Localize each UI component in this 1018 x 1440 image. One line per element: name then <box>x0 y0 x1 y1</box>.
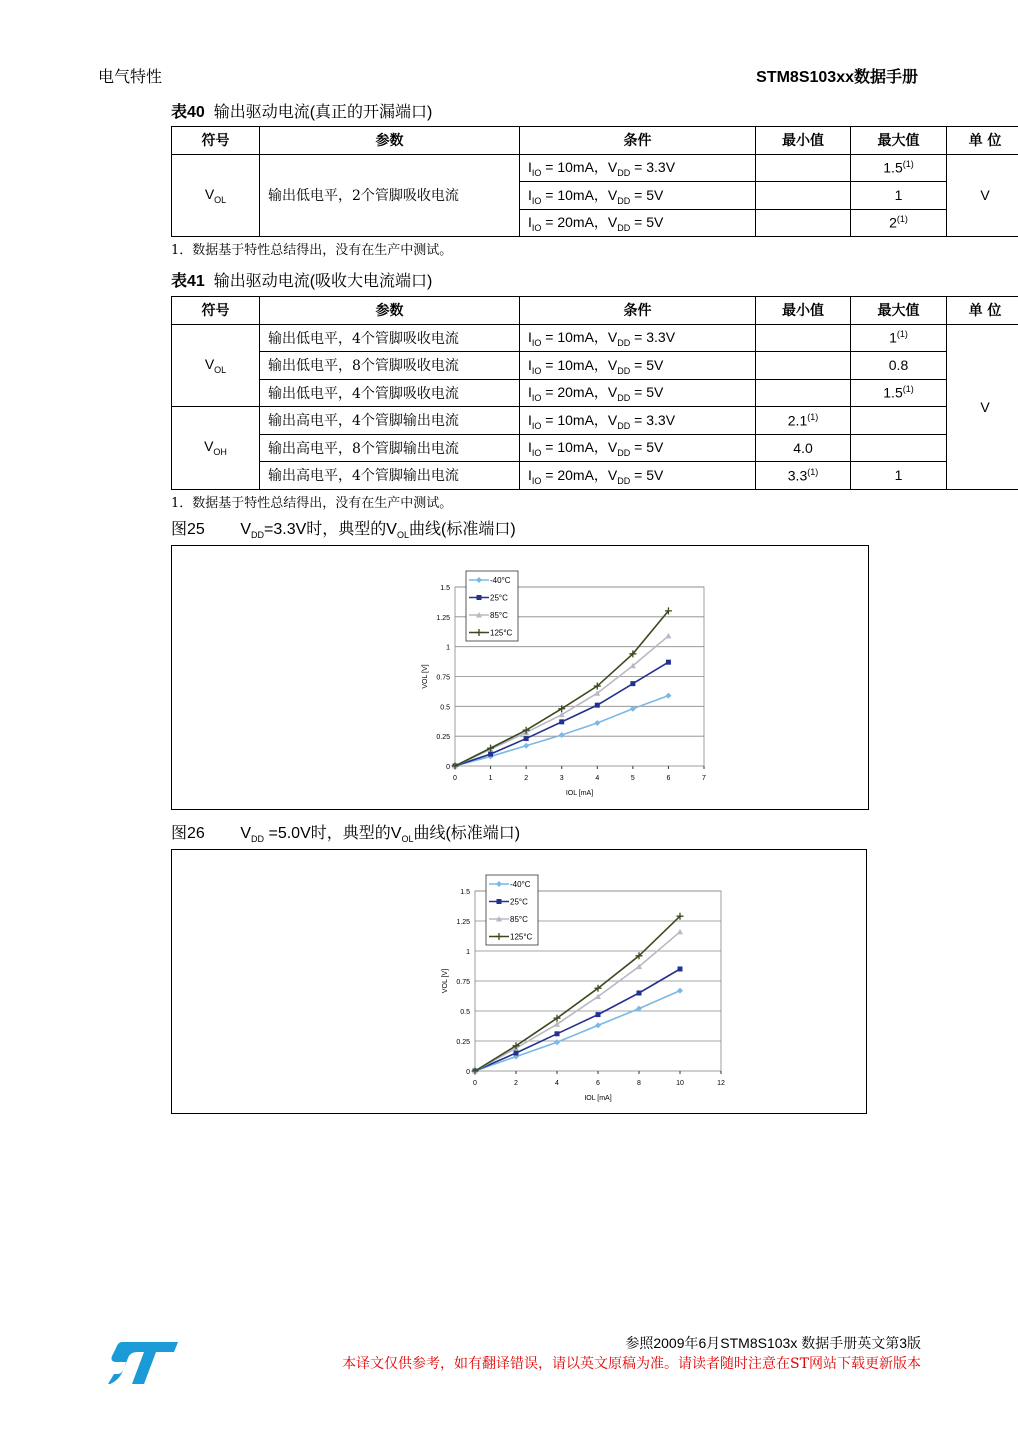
legend-label: 125°C <box>490 628 513 638</box>
x-tick-label: 5 <box>630 775 635 782</box>
x-tick-label: 6 <box>596 1080 600 1087</box>
figure26-caption: 图26 $V_{DD} =5.0V$时，典型的$V_{OL}$曲线(标准端口) <box>171 825 521 845</box>
x-tick-label: 10 <box>676 1080 684 1087</box>
min-cell: 2.1$^{(1)}$ <box>756 407 851 435</box>
column-header: 最大值 <box>851 127 947 155</box>
chart-svg <box>172 546 868 809</box>
table41 <box>171 296 1018 490</box>
min-cell <box>756 209 851 237</box>
data-point <box>524 736 529 741</box>
legend-label: 125°C <box>510 932 533 942</box>
condition-cell: $I_{IO} = 10mA$，$V_{DD} = 5V$ <box>520 434 756 462</box>
data-point <box>665 693 671 699</box>
y-tick-label: 0.75 <box>456 979 470 986</box>
x-tick-label: 0 <box>453 775 457 782</box>
series-85°C <box>472 929 683 1074</box>
data-point <box>677 988 683 994</box>
y-tick-label: 0.75 <box>436 674 450 682</box>
legend-label: 25°C <box>510 897 528 907</box>
figure25-caption: 图25 $V_{DD}=3.3V$时，典型的$V_{OL}$曲线(标准端口) <box>171 521 516 541</box>
y-tick-label: 0.25 <box>436 734 450 742</box>
symbol-cell: $V_{OL}$ <box>172 154 260 237</box>
max-cell: 0.8 <box>851 352 947 380</box>
data-point <box>554 1039 560 1045</box>
section-title: 电气特性 <box>98 67 163 86</box>
max-cell: 1 <box>851 462 947 490</box>
column-header: 参数 <box>260 127 520 155</box>
column-header: 符号 <box>172 127 260 155</box>
condition-cell: $I_{IO} = 20mA$，$V_{DD} = 5V$ <box>520 379 756 407</box>
symbol-cell: $V_{OL}$ <box>172 324 260 407</box>
legend <box>486 875 538 945</box>
condition-cell: $I_{IO} = 10mA$，$V_{DD} = 5V$ <box>520 182 756 210</box>
y-tick-label: 1.5 <box>440 585 450 592</box>
y-tick-label: 1 <box>446 644 450 652</box>
table-row <box>172 352 1018 380</box>
series-line <box>475 969 680 1071</box>
condition-cell: $I_{IO} = 10mA$，$V_{DD} = 5V$ <box>520 352 756 380</box>
condition-cell: $I_{IO} = 20mA$，$V_{DD} = 5V$ <box>520 209 756 237</box>
y-tick-label: 1.5 <box>460 889 470 896</box>
x-axis-label: IOL [mA] <box>565 790 594 797</box>
condition-cell: $I_{IO} = 10mA$，$V_{DD} = 3.3V$ <box>520 324 756 352</box>
y-tick-label: 1.25 <box>456 919 470 926</box>
y-axis-label: VOL [V] <box>422 664 429 689</box>
column-header: 单 位 <box>947 297 1018 325</box>
y-tick-label: 0.5 <box>460 1009 470 1016</box>
y-tick-label: 0.5 <box>440 704 450 712</box>
data-point <box>555 1031 560 1036</box>
series-line <box>475 932 680 1071</box>
max-cell: 1.5$^{(1)}$ <box>851 379 947 407</box>
unit-cell: V <box>947 154 1018 237</box>
min-cell: 3.3$^{(1)}$ <box>756 462 851 490</box>
table40-caption <box>171 99 432 122</box>
parameter-cell: 输出低电平，4个管脚吸收电流 <box>260 324 520 352</box>
min-cell <box>756 182 851 210</box>
data-point <box>678 967 683 972</box>
y-tick-label: 0.25 <box>456 1039 470 1046</box>
series--40°C <box>472 988 683 1074</box>
column-header: 条件 <box>520 297 756 325</box>
data-point <box>514 1051 519 1056</box>
data-point <box>594 720 600 726</box>
y-axis-label: VOL [V] <box>442 968 449 994</box>
footer-disclaimer: 本译文仅供参考，如有翻译错误，请以英文原稿为准。请读者随时注意在ST网站下载更新版本 <box>342 1356 921 1372</box>
max-cell: 2$^{(1)}$ <box>851 209 947 237</box>
legend-label: -40°C <box>510 880 531 889</box>
x-tick-label: 8 <box>637 1080 641 1087</box>
column-header: 单 位 <box>947 127 1018 155</box>
table-row <box>172 407 1018 435</box>
x-axis-label: IOL [mA] <box>584 1095 612 1102</box>
series--40°C <box>452 693 671 769</box>
table-header-row <box>172 297 1018 325</box>
column-header: 最大值 <box>851 297 947 325</box>
column-header: 最小值 <box>756 297 851 325</box>
x-tick-label: 1 <box>488 775 493 782</box>
table41-caption <box>171 268 432 291</box>
st-logo-icon <box>108 1340 180 1386</box>
max-cell <box>851 407 947 435</box>
symbol-cell: $V_{OH}$ <box>172 407 260 490</box>
series-85°C <box>452 633 671 769</box>
table-row <box>172 379 1018 407</box>
parameter-cell: 输出低电平，2个管脚吸收电流 <box>260 154 520 237</box>
legend-label: -40°C <box>490 576 511 585</box>
data-point <box>665 633 671 639</box>
series-25°C <box>473 967 683 1074</box>
x-tick-label: 7 <box>702 775 706 782</box>
series-line <box>455 636 668 766</box>
figure25-chart <box>171 545 869 810</box>
legend-label: 25°C <box>490 593 508 603</box>
table41-title: 输出驱动电流(吸收大电流端口) <box>213 273 433 290</box>
parameter-cell: 输出高电平，4个管脚输出电流 <box>260 462 520 490</box>
table41-number: 表41 <box>171 273 205 290</box>
min-cell <box>756 379 851 407</box>
x-tick-label: 2 <box>524 775 529 782</box>
max-cell: 1 <box>851 182 947 210</box>
data-point <box>595 703 600 708</box>
x-tick-label: 2 <box>514 1080 518 1087</box>
data-point <box>595 1022 601 1028</box>
unit-cell: V <box>947 324 1018 489</box>
x-tick-label: 4 <box>595 775 600 782</box>
min-cell <box>756 154 851 182</box>
figure26-chart <box>171 849 867 1114</box>
x-tick-label: 6 <box>666 775 671 782</box>
column-header: 符号 <box>172 297 260 325</box>
y-tick-label: 1.25 <box>436 614 450 622</box>
table40-title: 输出驱动电流(真正的开漏端口) <box>213 104 433 121</box>
y-tick-label: 0 <box>446 764 450 771</box>
legend-marker <box>497 899 502 904</box>
legend-label: 85°C <box>490 611 508 620</box>
x-tick-label: 4 <box>555 1080 559 1087</box>
min-cell <box>756 352 851 380</box>
data-point <box>559 732 565 738</box>
data-point <box>666 660 671 665</box>
data-point <box>630 681 635 686</box>
parameter-cell: 输出高电平，4个管脚输出电流 <box>260 407 520 435</box>
max-cell: 1.5$^{(1)}$ <box>851 154 947 182</box>
table41-note: 1．数据基于特性总结得出，没有在生产中测试。 <box>171 496 453 511</box>
x-tick-label: 12 <box>717 1080 725 1087</box>
parameter-cell: 输出低电平，4个管脚吸收电流 <box>260 379 520 407</box>
table-row <box>172 154 1018 182</box>
data-point <box>677 929 683 935</box>
data-point <box>488 752 493 757</box>
min-cell: 4.0 <box>756 434 851 462</box>
column-header: 条件 <box>520 127 756 155</box>
table-header-row <box>172 127 1018 155</box>
max-cell <box>851 434 947 462</box>
table-row <box>172 434 1018 462</box>
min-cell <box>756 324 851 352</box>
table40-note: 1．数据基于特性总结得出，没有在生产中测试。 <box>171 243 453 258</box>
column-header: 参数 <box>260 297 520 325</box>
legend <box>466 571 518 641</box>
condition-cell: $I_{IO} = 10mA$，$V_{DD} = 3.3V$ <box>520 407 756 435</box>
parameter-cell: 输出低电平，8个管脚吸收电流 <box>260 352 520 380</box>
legend-label: 85°C <box>510 915 528 924</box>
x-tick-label: 3 <box>559 775 564 782</box>
y-tick-label: 0 <box>466 1069 470 1076</box>
condition-cell: $I_{IO} = 10mA$，$V_{DD} = 3.3V$ <box>520 154 756 182</box>
footer-reference: 参照2009年6月STM8S103x 数据手册英文第3版 <box>625 1335 921 1351</box>
max-cell: 1$^{(1)}$ <box>851 324 947 352</box>
parameter-cell: 输出高电平，8个管脚输出电流 <box>260 434 520 462</box>
table-row <box>172 462 1018 490</box>
legend-marker <box>477 595 482 600</box>
data-point <box>559 719 564 724</box>
table40 <box>171 126 1018 237</box>
table40-number: 表40 <box>171 104 205 121</box>
data-point <box>523 727 530 734</box>
data-point <box>637 991 642 996</box>
data-point <box>596 1012 601 1017</box>
data-point <box>523 743 529 749</box>
y-tick-label: 1 <box>466 949 470 956</box>
condition-cell: $I_{IO} = 20mA$，$V_{DD} = 5V$ <box>520 462 756 490</box>
document-title: STM8S103xx数据手册 <box>756 69 918 86</box>
x-tick-label: 0 <box>473 1080 477 1087</box>
chart-svg <box>172 850 866 1113</box>
table-row <box>172 324 1018 352</box>
column-header: 最小值 <box>756 127 851 155</box>
